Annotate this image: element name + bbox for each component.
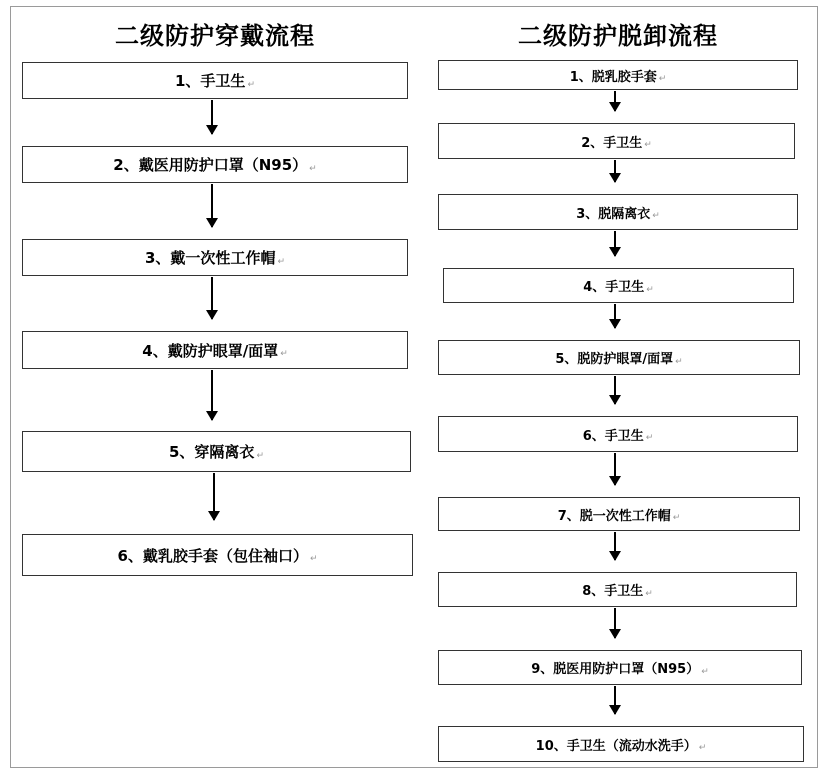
doffing-arrow-9 [614, 686, 616, 714]
donning-step-2 [22, 146, 408, 183]
paragraph-mark-icon: ↵ [645, 588, 653, 599]
donning-step-label: 2、戴医用防护口罩（N95） [113, 156, 308, 174]
doffing-step-label: 1、脱乳胶手套 [569, 69, 657, 85]
paragraph-mark-icon: ↵ [309, 163, 317, 174]
doffing-step-3 [438, 194, 798, 230]
doffing-arrow-5 [614, 376, 616, 404]
doffing-arrow-4 [614, 304, 616, 328]
donning-title: 二级防护穿戴流程 [115, 22, 315, 50]
paragraph-mark-icon: ↵ [256, 450, 264, 461]
paragraph-mark-icon: ↵ [701, 666, 709, 677]
doffing-step-label: 9、脱医用防护口罩（N95） [531, 662, 700, 677]
doffing-step-9 [438, 650, 802, 685]
donning-step-label: 1、手卫生 [175, 72, 246, 90]
donning-arrow-4 [211, 370, 213, 420]
donning-arrow-2 [211, 184, 213, 227]
doffing-step-label: 2、手卫生 [581, 135, 643, 151]
donning-step-3 [22, 239, 408, 276]
doffing-step-1 [438, 60, 798, 90]
doffing-step-label: 6、手卫生 [582, 428, 644, 444]
doffing-step-label: 4、手卫生 [583, 280, 645, 295]
doffing-arrow-6 [614, 453, 616, 485]
doffing-step-label: 10、手卫生（流动水洗手） [535, 738, 697, 754]
donning-arrow-1 [211, 100, 213, 134]
doffing-title: 二级防护脱卸流程 [518, 22, 718, 50]
paragraph-mark-icon: ↵ [247, 79, 255, 90]
donning-step-1 [22, 62, 408, 99]
doffing-step-8 [438, 572, 797, 607]
doffing-step-4 [443, 268, 794, 303]
doffing-arrow-3 [614, 231, 616, 256]
doffing-step-7 [438, 497, 800, 531]
paragraph-mark-icon: ↵ [672, 513, 681, 523]
paragraph-mark-icon: ↵ [277, 256, 285, 267]
doffing-step-10 [438, 726, 804, 762]
donning-arrow-5 [213, 473, 215, 520]
paragraph-mark-icon: ↵ [645, 433, 654, 443]
donning-step-label: 5、穿隔离衣 [169, 443, 255, 461]
paragraph-mark-icon: ↵ [309, 554, 318, 564]
doffing-step-5 [438, 340, 800, 375]
donning-arrow-3 [211, 277, 213, 319]
doffing-step-label: 5、脱防护眼罩/面罩 [555, 352, 674, 367]
paragraph-mark-icon: ↵ [675, 356, 683, 367]
doffing-arrow-8 [614, 608, 616, 638]
donning-step-label: 3、戴一次性工作帽 [145, 249, 276, 267]
doffing-step-6 [438, 416, 798, 452]
paragraph-mark-icon: ↵ [646, 284, 654, 295]
donning-step-6 [22, 534, 413, 576]
donning-step-label: 4、戴防护眼罩/面罩 [142, 341, 279, 360]
paragraph-mark-icon: ↵ [658, 74, 667, 84]
paragraph-mark-icon: ↵ [698, 743, 707, 753]
doffing-arrow-1 [614, 91, 616, 111]
paragraph-mark-icon: ↵ [280, 349, 288, 359]
doffing-step-label: 3、脱隔离衣 [576, 206, 651, 222]
paragraph-mark-icon: ↵ [652, 211, 660, 221]
doffing-step-2 [438, 123, 795, 159]
doffing-step-label: 8、手卫生 [582, 584, 644, 599]
doffing-step-label: 7、脱一次性工作帽 [557, 508, 671, 524]
paragraph-mark-icon: ↵ [644, 140, 652, 150]
donning-step-5 [22, 431, 411, 472]
doffing-arrow-2 [614, 160, 616, 182]
donning-step-label: 6、戴乳胶手套（包住袖口） [117, 546, 308, 565]
donning-step-4 [22, 331, 408, 369]
doffing-arrow-7 [614, 532, 616, 560]
